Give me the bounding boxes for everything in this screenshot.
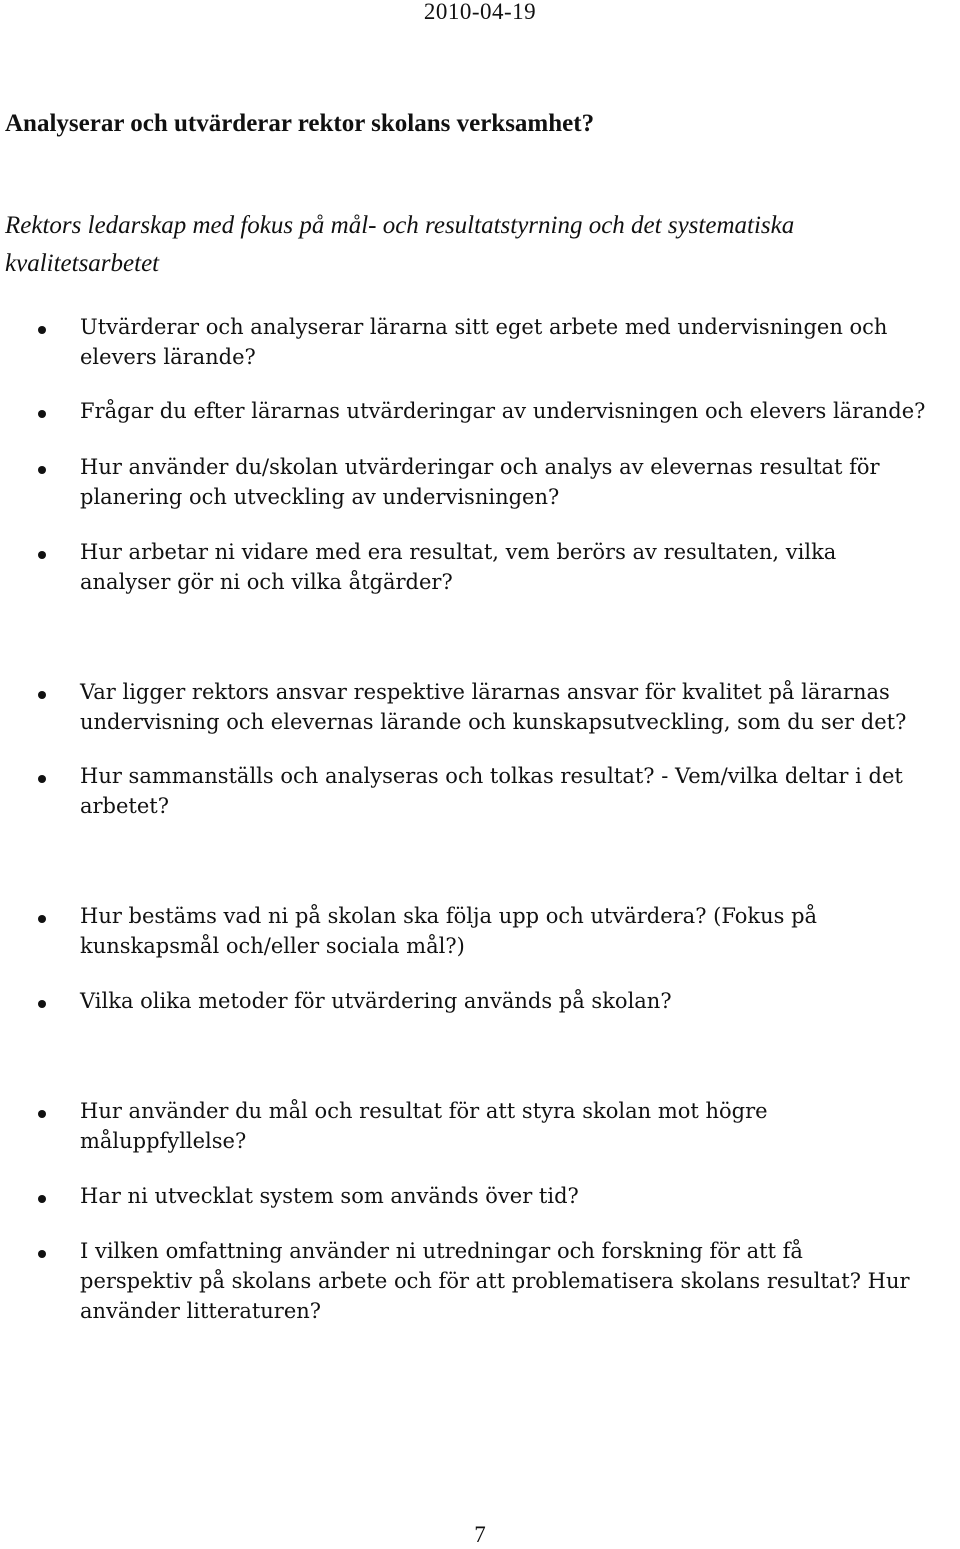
bullet-icon	[38, 1110, 46, 1118]
question-text: Har ni utvecklat system som används över tid?	[80, 1184, 579, 1208]
bullet-icon	[38, 915, 46, 923]
question-text: Hur använder du/skolan utvärderingar och analys av elevernas resultat för planering och utveckling av undervisningen?	[80, 455, 880, 509]
question-text: Hur bestäms vad ni på skolan ska följa upp och utvärdera? (Fokus på kunskapsmål och/eller sociala mål?)	[80, 904, 818, 958]
bullet-icon	[38, 1250, 46, 1258]
bullet-icon	[38, 691, 46, 699]
question-text: Hur arbetar ni vidare med era resultat, vem berörs av resultaten, vilka analyser gör ni och vilka åtgärder?	[80, 540, 837, 594]
header-date: 2010-04-19	[423, 0, 537, 24]
question-text: Vilka olika metoder för utvärdering används på skolan?	[80, 989, 672, 1013]
question-text: Frågar du efter lärarnas utvärderingar av undervisningen och elevers lärande?	[80, 399, 926, 423]
bullet-icon	[38, 410, 46, 418]
document-subheading: Rektors ledarskap med fokus på mål- och resultatstyrning och det systematiska kvalitetsarbetet	[5, 212, 795, 277]
question-text: Hur sammanställs och analyseras och tolkas resultat? - Vem/vilka deltar i det arbetet?	[80, 764, 903, 818]
page-number: 7	[474, 1522, 486, 1547]
question-text: Utvärderar och analyserar lärarna sitt eget arbete med undervisningen och elevers lärande?	[80, 315, 888, 369]
question-text: Hur använder du mål och resultat för att styra skolan mot högre måluppfyllelse?	[80, 1099, 768, 1153]
bullet-icon	[38, 1000, 46, 1008]
question-text: Var ligger rektors ansvar respektive lärarnas ansvar för kvalitet på lärarnas undervisning och elevernas lärande och kunskapsutveckling, som du ser det?	[80, 680, 907, 734]
bullet-icon	[38, 326, 46, 334]
bullet-icon	[38, 551, 46, 559]
bullet-icon	[38, 1195, 46, 1203]
question-text: I vilken omfattning använder ni utredningar och forskning för att få perspektiv på skolans arbete och för att problematisera skolans resultat? Hur använder litteraturen?	[80, 1239, 910, 1323]
bullet-icon	[38, 775, 46, 783]
bullet-icon	[38, 466, 46, 474]
document-heading: Analyserar och utvärderar rektor skolans verksamhet?	[5, 110, 595, 137]
